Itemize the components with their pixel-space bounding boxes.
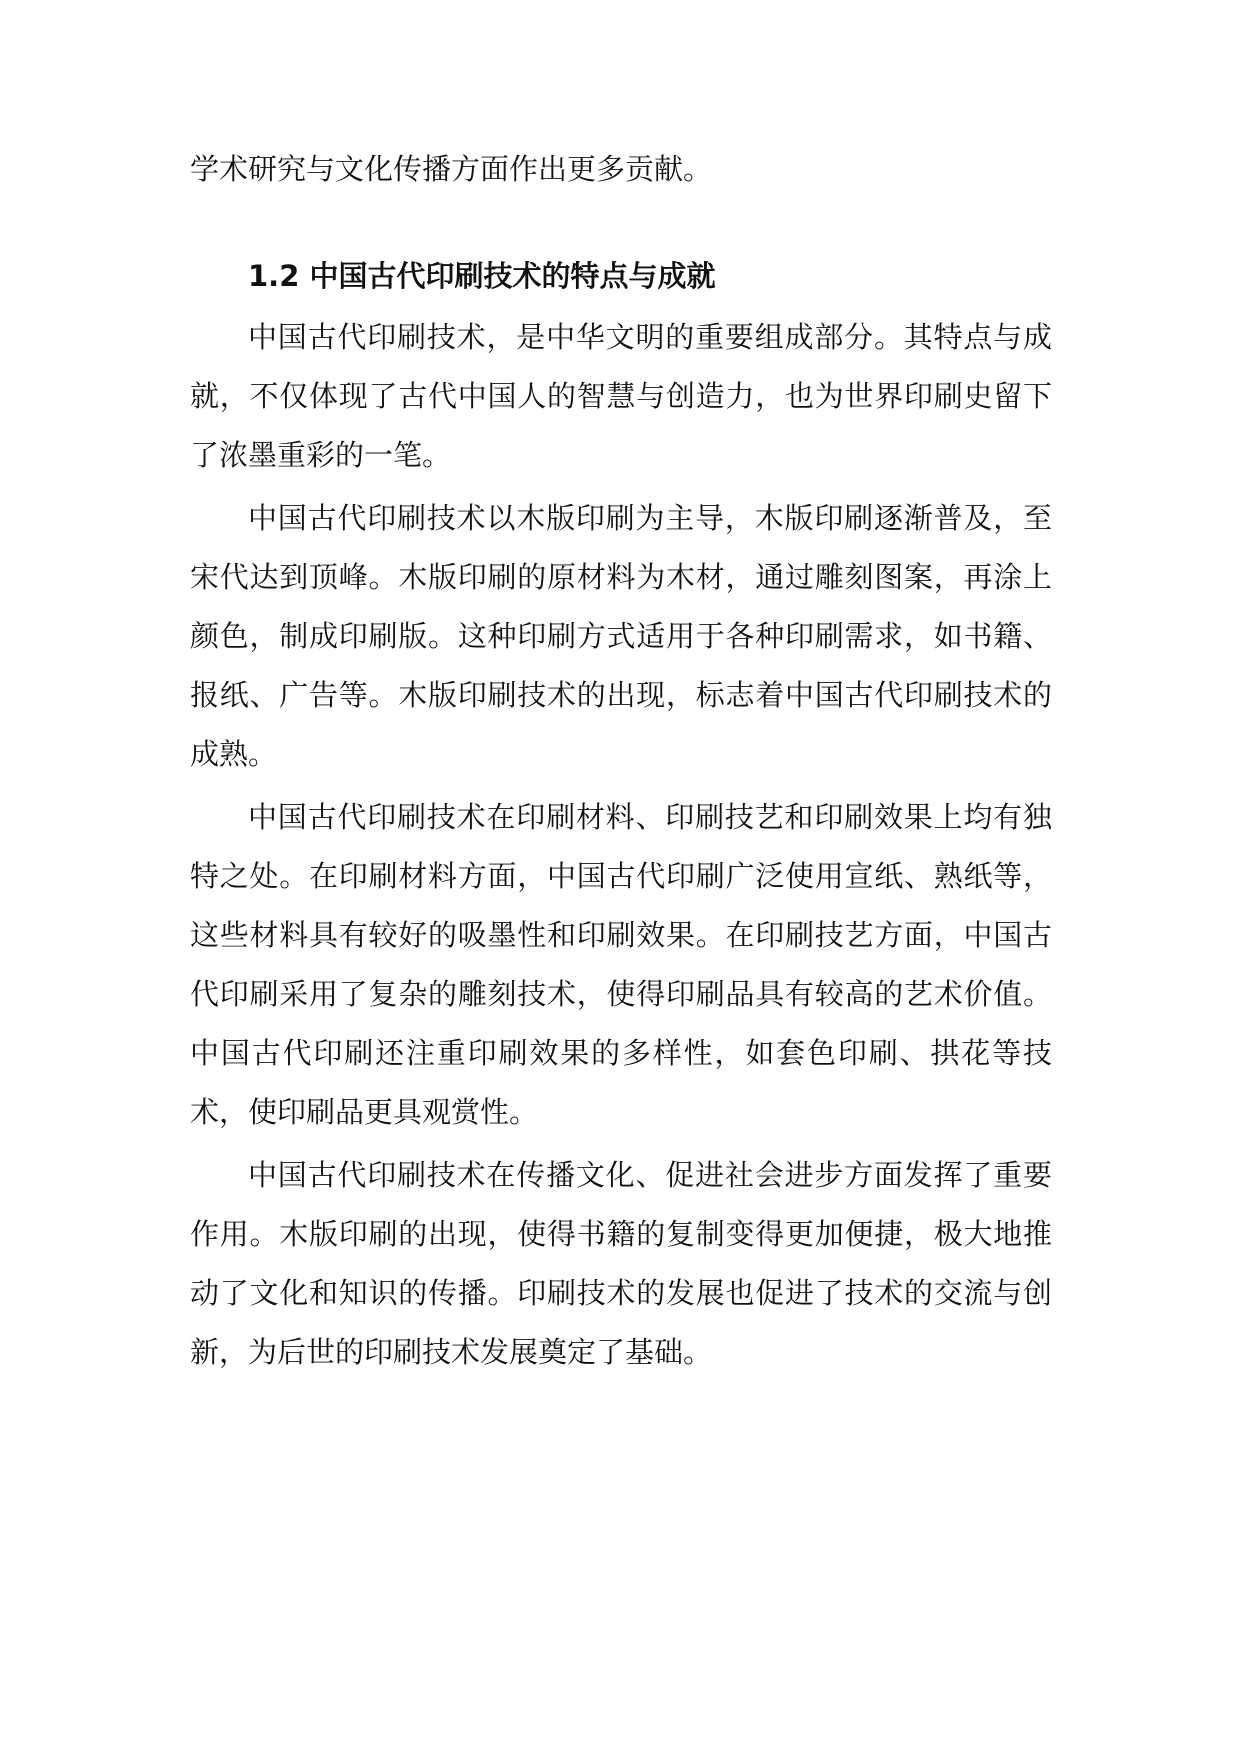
paragraph-1: 中国古代印刷技术，是中华文明的重要组成部分。其特点与成就，不仅体现了古代中国人的智慧与创造力，也为世界印刷史留下了浓墨重彩的一笔。 [190,320,1052,472]
continuation-text: 学术研究与文化传播方面作出更多贡献。 [190,152,713,186]
paragraph-4: 中国古代印刷技术在传播文化、促进社会进步方面发挥了重要作用。木版印刷的出现，使得书籍的复制变得更加便捷，极大地推动了文化和知识的传播。印刷技术的发展也促进了技术的交流与创新，为后世的印刷技术发展奠定了基础。 [190,1158,1052,1369]
document-body [190,140,1052,1382]
paragraph-3: 中国古代印刷技术在印刷材料、印刷技艺和印刷效果上均有独特之处。在印刷材料方面，中国古代印刷广泛使用宣纸、熟纸等，这些材料具有较好的吸墨性和印刷效果。在印刷技艺方面，中国古代印刷采用了复杂的雕刻技术，使得印刷品具有较高的艺术价值。中国古代印刷还注重印刷效果的多样性，如套色印刷、拱花等技术，使印刷品更具观赏性。 [190,800,1052,1129]
section-heading: 1.2 中国古代印刷技术的特点与成就 [248,259,716,293]
paragraph-2: 中国古代印刷技术以木版印刷为主导，木版印刷逐渐普及，至宋代达到顶峰。木版印刷的原材料为木材，通过雕刻图案，再涂上颜色，制成印刷版。这种印刷方式适用于各种印刷需求，如书籍、报纸、广告等。木版印刷技术的出现，标志着中国古代印刷技术的成熟。 [190,501,1052,771]
